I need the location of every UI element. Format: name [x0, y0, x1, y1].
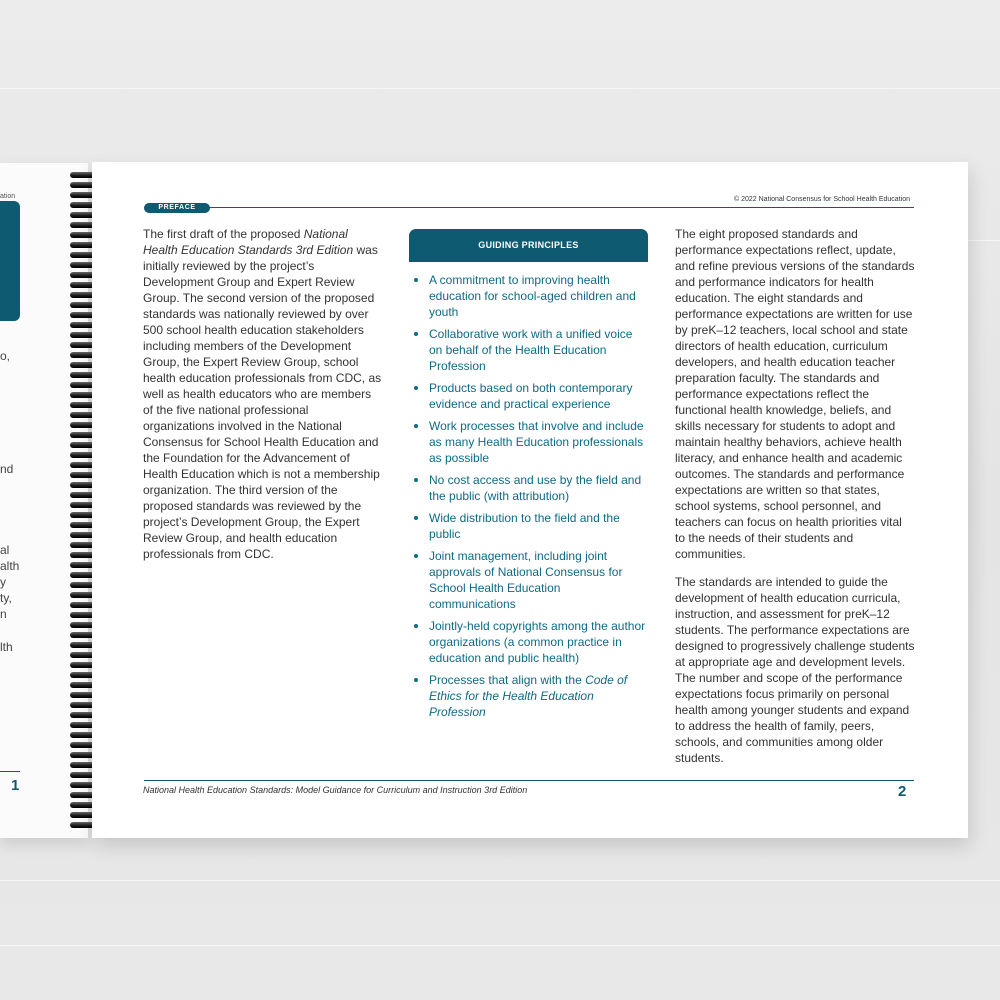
left-page-footer-rule [0, 771, 20, 772]
list-item-text: Jointly-held copyrights among the author organizations (a common practice in education and public health) [429, 619, 646, 665]
intro-text-rest: was initially reviewed by the project’s Development Group and Expert Review Group. The second version of the proposed standards was nationally reviewed by over 500 school health education stakeholders including members of the Development Group, the Expert Review Group, school health education professionals from CDC, as well as health educators who are members of the five national professional organizations involved in the National Consensus for School Health Education and the Foundation for the Advancement of Health Education which is not a membership organization. The third version of the proposed standards was reviewed by the project’s Development Group, the Expert Review Group, and health education professionals from CDC. [143, 243, 382, 561]
left-page-text-fragment: o, [0, 349, 11, 363]
bullet-icon [414, 678, 418, 682]
left-page-sidebar-box [0, 201, 20, 321]
left-page-text-fragment: al [0, 543, 10, 557]
footer-title: National Health Education Standards: Model Guidance for Curriculum and Instruction 3rd Edition [143, 785, 528, 795]
bullet-icon [414, 478, 418, 482]
list-item [409, 618, 649, 666]
list-item-text: Joint management, including joint approvals of National Consensus for School Health Education communications [429, 549, 623, 611]
list-item [409, 472, 649, 504]
bullet-icon [414, 332, 418, 336]
list-item [409, 510, 649, 542]
bullet-icon [414, 554, 418, 558]
list-item-text: Collaborative work with a unified voice on behalf of the Health Education Profession [429, 327, 633, 373]
left-page-text-fragment: ty, [0, 591, 12, 605]
header-rule [144, 207, 914, 208]
list-item-text: Processes that align with the [429, 673, 586, 687]
guiding-principles-list [409, 272, 649, 726]
list-item [409, 672, 649, 720]
bullet-icon [414, 424, 418, 428]
list-item-text: Work processes that involve and include as many Health Education professionals as possible [429, 419, 644, 465]
left-page-text-fragment: lth [0, 640, 13, 654]
left-page-text-fragment: nd [0, 462, 14, 476]
section-label: PREFACE [144, 203, 210, 213]
body-paragraph: The standards are intended to guide the development of health education curricula, instruction, and assessment for preK–12 students. The performance expectations are designed to progressively challenge students at appropriate age and development levels. The number and scope of the performance expectations focus primarily on personal health among younger students and expand to address the health of family, peers, schools, and communities among older students. [675, 575, 915, 765]
list-item-text: Products based on both contemporary evidence and practical experience [429, 381, 633, 411]
intro-text-title: National Health Education Standards 3rd Edition [143, 227, 354, 257]
intro-paragraph [143, 226, 383, 562]
list-item [409, 272, 649, 320]
bullet-icon [414, 624, 418, 628]
bullet-icon [414, 278, 418, 282]
list-item-text: No cost access and use by the field and the public (with attribution) [429, 473, 642, 503]
background-grain [0, 880, 1000, 881]
bullet-icon [414, 516, 418, 520]
list-item [409, 418, 649, 466]
left-page-number: 1 [11, 777, 20, 794]
list-item-text: A commitment to improving health education for school-aged children and youth [429, 273, 636, 319]
footer-rule [144, 780, 914, 781]
left-page-text-fragment: alth [0, 559, 20, 573]
list-item [409, 380, 649, 412]
standards-description [675, 226, 915, 778]
copyright-notice: © 2022 National Consensus for School Health Education [734, 196, 910, 203]
background-grain [0, 88, 1000, 89]
intro-text-start: The first draft of the proposed [143, 227, 304, 241]
guiding-principles-heading: GUIDING PRINCIPLES [409, 229, 648, 262]
left-page-text-fragment: n [0, 607, 7, 621]
right-page [92, 162, 968, 838]
background-grain [0, 945, 1000, 946]
list-item-italic-text: Code of Ethics for the Health Education Profession [429, 673, 628, 719]
left-page-text-fragment: y [0, 575, 6, 589]
list-item [409, 548, 649, 612]
list-item [409, 326, 649, 374]
left-page-edge-text: ation [0, 193, 16, 200]
bullet-icon [414, 386, 418, 390]
page-number: 2 [898, 783, 907, 800]
body-paragraph: The eight proposed standards and performance expectations reflect, update, and refine previous versions of the standards and performance indicators for health education. The eight standards and performance expectations are written for use by preK–12 teachers, local school and state directors of health education, curriculum developers, and health education teacher preparation faculty. The standards and performance expectations reflect the functional health knowledge, beliefs, and skills necessary for students to adopt and maintain healthy behaviors, achieve health literacy, and enhance health and academic outcomes. The standards and performance expectations are written so that states, school systems, school personnel, and teachers can focus on health priorities vital to the needs of their students and communities. [675, 227, 915, 561]
list-item-text: Wide distribution to the field and the public [429, 511, 620, 541]
